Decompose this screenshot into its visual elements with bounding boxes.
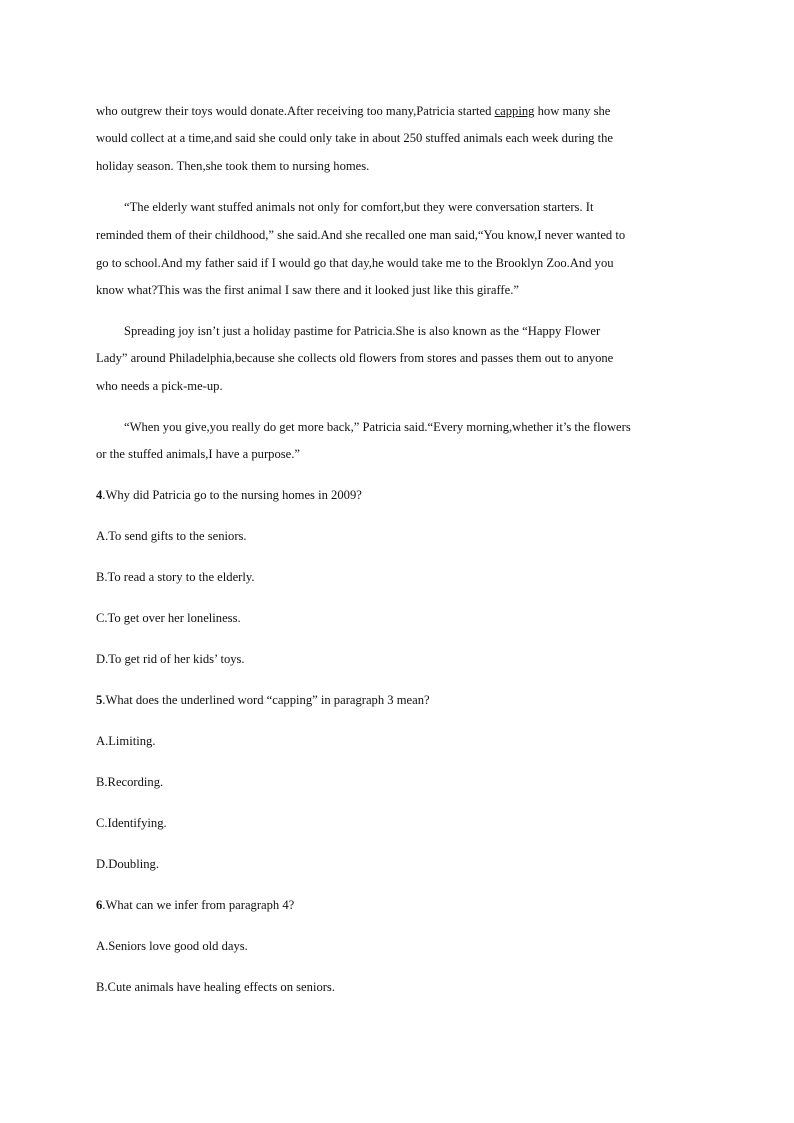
question-5-stem [96,692,430,708]
question-6-option-a: A.Seniors love good old days. [96,939,248,953]
question-5-option-a: A.Limiting. [96,734,156,748]
question-5-option-d: D.Doubling. [96,857,159,871]
paragraph-1-line-2: would collect at a time,and said she could only take in about 250 stuffed animals each week during the [96,131,614,145]
question-5-option-c: C.Identifying. [96,816,167,830]
text-span: how many she [534,104,611,118]
question-6-stem [96,897,294,913]
question-5-option-b: B.Recording. [96,775,164,789]
paragraph-3-line-2: Lady” around Philadelphia,because she collects old flowers from stores and passes them out to anyone [96,351,614,365]
underlined-word-capping: capping [494,104,535,118]
paragraph-2-line-2: reminded them of their childhood,” she said.And she recalled one man said,“You know,I never wanted to [96,228,626,242]
question-text: .What does the underlined word “capping” in paragraph 3 mean? [102,693,430,707]
paragraph-3-line-3: who needs a pick-me-up. [96,379,223,393]
question-number: 5 [96,693,103,707]
question-4-option-c: C.To get over her loneliness. [96,611,241,625]
paragraph-4-line-1: “When you give,you really do get more back,” Patricia said.“Every morning,whether it’s the flowers [124,420,631,434]
paragraph-2-line-3: go to school.And my father said if I would go that day,he would take me to the Brooklyn Zoo.And you [96,256,614,270]
paragraph-2-line-1: “The elderly want stuffed animals not only for comfort,but they were conversation starters. It [124,200,594,214]
paragraph-1-line-1 [96,103,610,119]
question-4-stem [96,487,362,503]
paragraph-2-line-4: know what?This was the first animal I saw there and it looked just like this giraffe.” [96,283,519,297]
question-4-option-b: B.To read a story to the elderly. [96,570,255,584]
question-4-option-d: D.To get rid of her kids’ toys. [96,652,245,666]
question-number: 4 [96,488,103,502]
paragraph-1-line-3: holiday season. Then,she took them to nursing homes. [96,159,370,173]
question-6-option-b: B.Cute animals have healing effects on seniors. [96,980,335,994]
text-span: who outgrew their toys would donate.After receiving too many,Patricia started [96,104,495,118]
paragraph-3-line-1: Spreading joy isn’t just a holiday pastime for Patricia.She is also known as the “Happy Flower [124,324,601,338]
paragraph-4-line-2: or the stuffed animals,I have a purpose.” [96,447,300,461]
question-4-option-a: A.To send gifts to the seniors. [96,529,247,543]
question-text: .Why did Patricia go to the nursing homes in 2009? [102,488,362,502]
question-number: 6 [96,898,103,912]
question-text: .What can we infer from paragraph 4? [102,898,295,912]
